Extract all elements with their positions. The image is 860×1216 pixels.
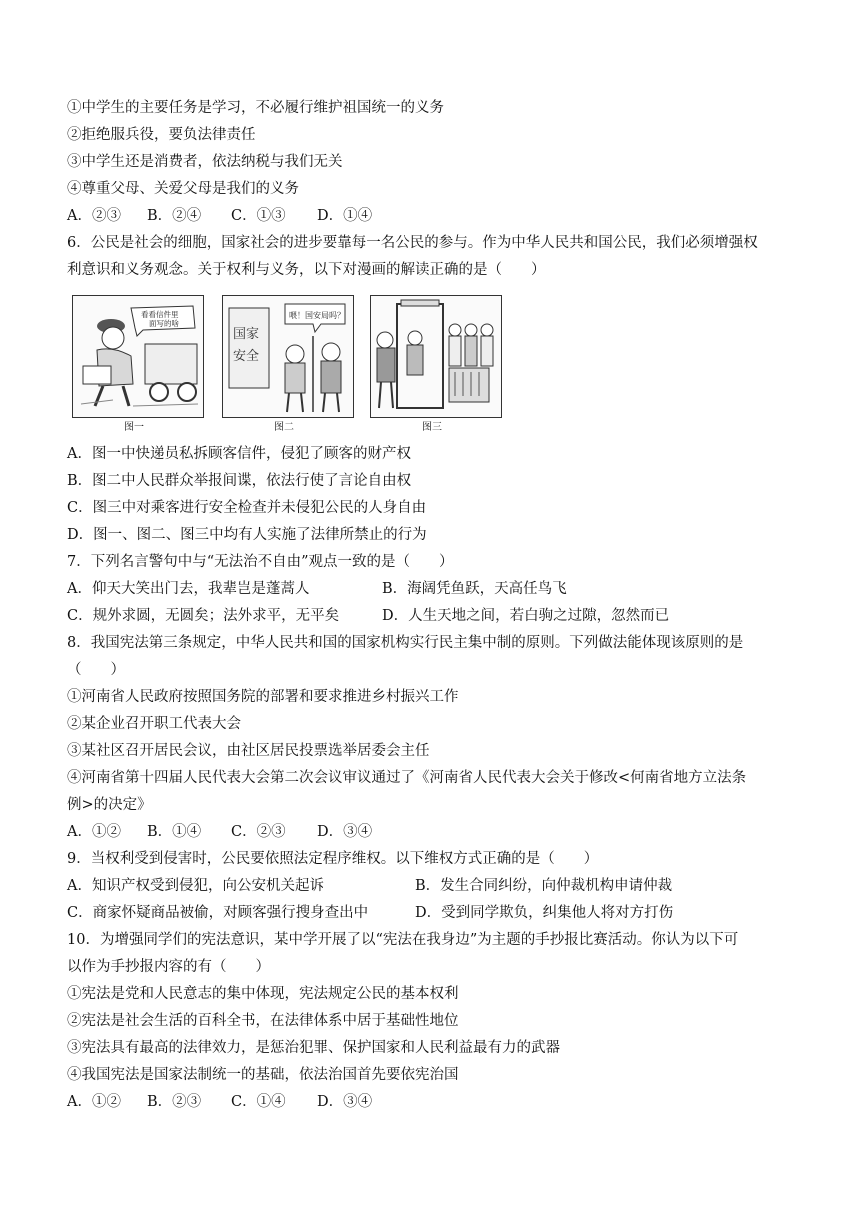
q6-stem-line2: 利意识和义务观念。关于权利与义务，以下对漫画的解读正确的是（ ）	[67, 262, 546, 278]
cartoon-caption-3: 图三	[422, 422, 442, 433]
q10-statement-4: ④我国宪法是国家法制统一的基础，依法治国首先要依宪治国	[67, 1067, 459, 1083]
q6-option-b[interactable]: B．图二中人民群众举报间谍，依法行使了言论自由权	[67, 473, 412, 489]
q8-statement-1: ①河南省人民政府按照国务院的部署和要求推进乡村振兴工作	[67, 689, 459, 705]
q6-stem-line1: 6．公民是社会的细胞，国家社会的进步要靠每一名公民的参与。作为中华人民共和国公民，我们必须增强权	[67, 235, 758, 251]
q9-option-b[interactable]: B．发生合同纠纷，向仲裁机构申请仲裁	[415, 878, 673, 894]
q8-choice-c[interactable]: C．②③	[231, 824, 286, 840]
q8-statement-4-line2: 例>的决定》	[67, 797, 152, 813]
q8-statement-3: ③某社区召开居民会议，由社区居民投票选举居委会主任	[67, 743, 430, 759]
cartoon-panel-3	[370, 295, 502, 418]
q6-option-d[interactable]: D．图一、图二、图三中均有人实施了法律所禁止的行为	[67, 527, 427, 543]
q10-statement-2: ②宪法是社会生活的百科全书，在法律体系中居于基础性地位	[67, 1013, 459, 1029]
q5-choice-c[interactable]: C．①③	[231, 208, 286, 224]
cartoon-caption-1: 图一	[124, 422, 144, 433]
q7-option-d[interactable]: D．人生天地之间，若白驹之过隙，忽然而已	[382, 608, 670, 624]
q5-choices	[67, 206, 372, 226]
q7-options-row1	[67, 579, 567, 599]
q5-choice-d[interactable]: D．①④	[317, 208, 373, 224]
q8-statement-4-line1: ④河南省第十四届人民代表大会第二次会议审议通过了《河南省人民代表大会关于修改<何南省地方立法条	[67, 770, 747, 786]
q10-choices	[67, 1092, 372, 1112]
q9-option-a[interactable]: A．知识产权受到侵犯，向公安机关起诉	[67, 878, 324, 894]
q7-option-c[interactable]: C．规外求圆，无圆矣；法外求平，无平矣	[67, 608, 340, 624]
svg-text:国家: 国家	[233, 327, 260, 342]
q8-stem-line2: （ ）	[67, 662, 125, 678]
q7-options-row2	[67, 606, 669, 626]
q5-statement-1: ①中学生的主要任务是学习，不必履行维护祖国统一的义务	[67, 100, 444, 116]
q5-statement-3: ③中学生还是消费者，依法纳税与我们无关	[67, 154, 343, 170]
q6-option-a[interactable]: A．图一中快递员私拆顾客信件，侵犯了顾客的财产权	[67, 446, 411, 462]
q7-option-b[interactable]: B．海阔凭鱼跃，天高任鸟飞	[382, 581, 567, 597]
q8-choice-a[interactable]: A．①②	[67, 824, 121, 840]
q9-option-c[interactable]: C．商家怀疑商品被偷，对顾客强行搜身查出中	[67, 905, 369, 921]
q5-statement-4: ④尊重父母、关爱父母是我们的义务	[67, 181, 299, 197]
q9-options-row2	[67, 903, 673, 923]
q10-choice-b[interactable]: B．②③	[147, 1094, 202, 1110]
svg-text:安全: 安全	[233, 349, 260, 364]
q10-statement-1: ①宪法是党和人民意志的集中体现，宪法规定公民的基本权利	[67, 986, 459, 1002]
q5-choice-a[interactable]: A．②③	[67, 208, 121, 224]
q10-statement-3: ③宪法具有最高的法律效力，是惩治犯罪、保护国家和人民利益最有力的武器	[67, 1040, 560, 1056]
svg-text:面写的啥: 面写的啥	[149, 319, 179, 328]
q9-stem: 9．当权利受到侵害时，公民要依照法定程序维权。以下维权方式正确的是（ ）	[67, 851, 599, 867]
q8-choices	[67, 822, 372, 842]
svg-text:看看信件里: 看看信件里	[141, 310, 179, 319]
cartoon-caption-2: 图二	[274, 422, 294, 433]
q9-option-d[interactable]: D．受到同学欺负，纠集他人将对方打伤	[415, 905, 674, 921]
q8-statement-2: ②某企业召开职工代表大会	[67, 716, 241, 732]
q6-cartoons	[72, 295, 502, 433]
svg-text:喂！国安局吗？: 喂！国安局吗？	[289, 311, 345, 320]
q6-option-c[interactable]: C．图三中对乘客进行安全检查并未侵犯公民的人身自由	[67, 500, 427, 516]
q10-choice-c[interactable]: C．①④	[231, 1094, 286, 1110]
q10-stem-line1: 10．为增强同学们的宪法意识，某中学开展了以“宪法在我身边”为主题的手抄报比赛活动。你认为以下可	[67, 932, 739, 948]
cartoon-panel-1	[72, 295, 204, 418]
q7-stem: 7．下列名言警句中与“无法治不自由”观点一致的是（ ）	[67, 554, 454, 570]
q5-choice-b[interactable]: B．②④	[147, 208, 202, 224]
cartoon-panel-2	[222, 295, 354, 418]
q8-choice-b[interactable]: B．①④	[147, 824, 202, 840]
q9-options-row1	[67, 876, 672, 896]
q10-stem-line2: 以作为手抄报内容的有（ ）	[67, 959, 270, 975]
q8-stem-line1: 8．我国宪法第三条规定，中华人民共和国的国家机构实行民主集中制的原则。下列做法能体现该原则的是	[67, 635, 744, 651]
q8-choice-d[interactable]: D．③④	[317, 824, 373, 840]
q10-choice-a[interactable]: A．①②	[67, 1094, 121, 1110]
q5-statement-2: ②拒绝服兵役，要负法律责任	[67, 127, 256, 143]
q10-choice-d[interactable]: D．③④	[317, 1094, 373, 1110]
q7-option-a[interactable]: A．仰天大笑出门去，我辈岂是蓬蒿人	[67, 581, 310, 597]
